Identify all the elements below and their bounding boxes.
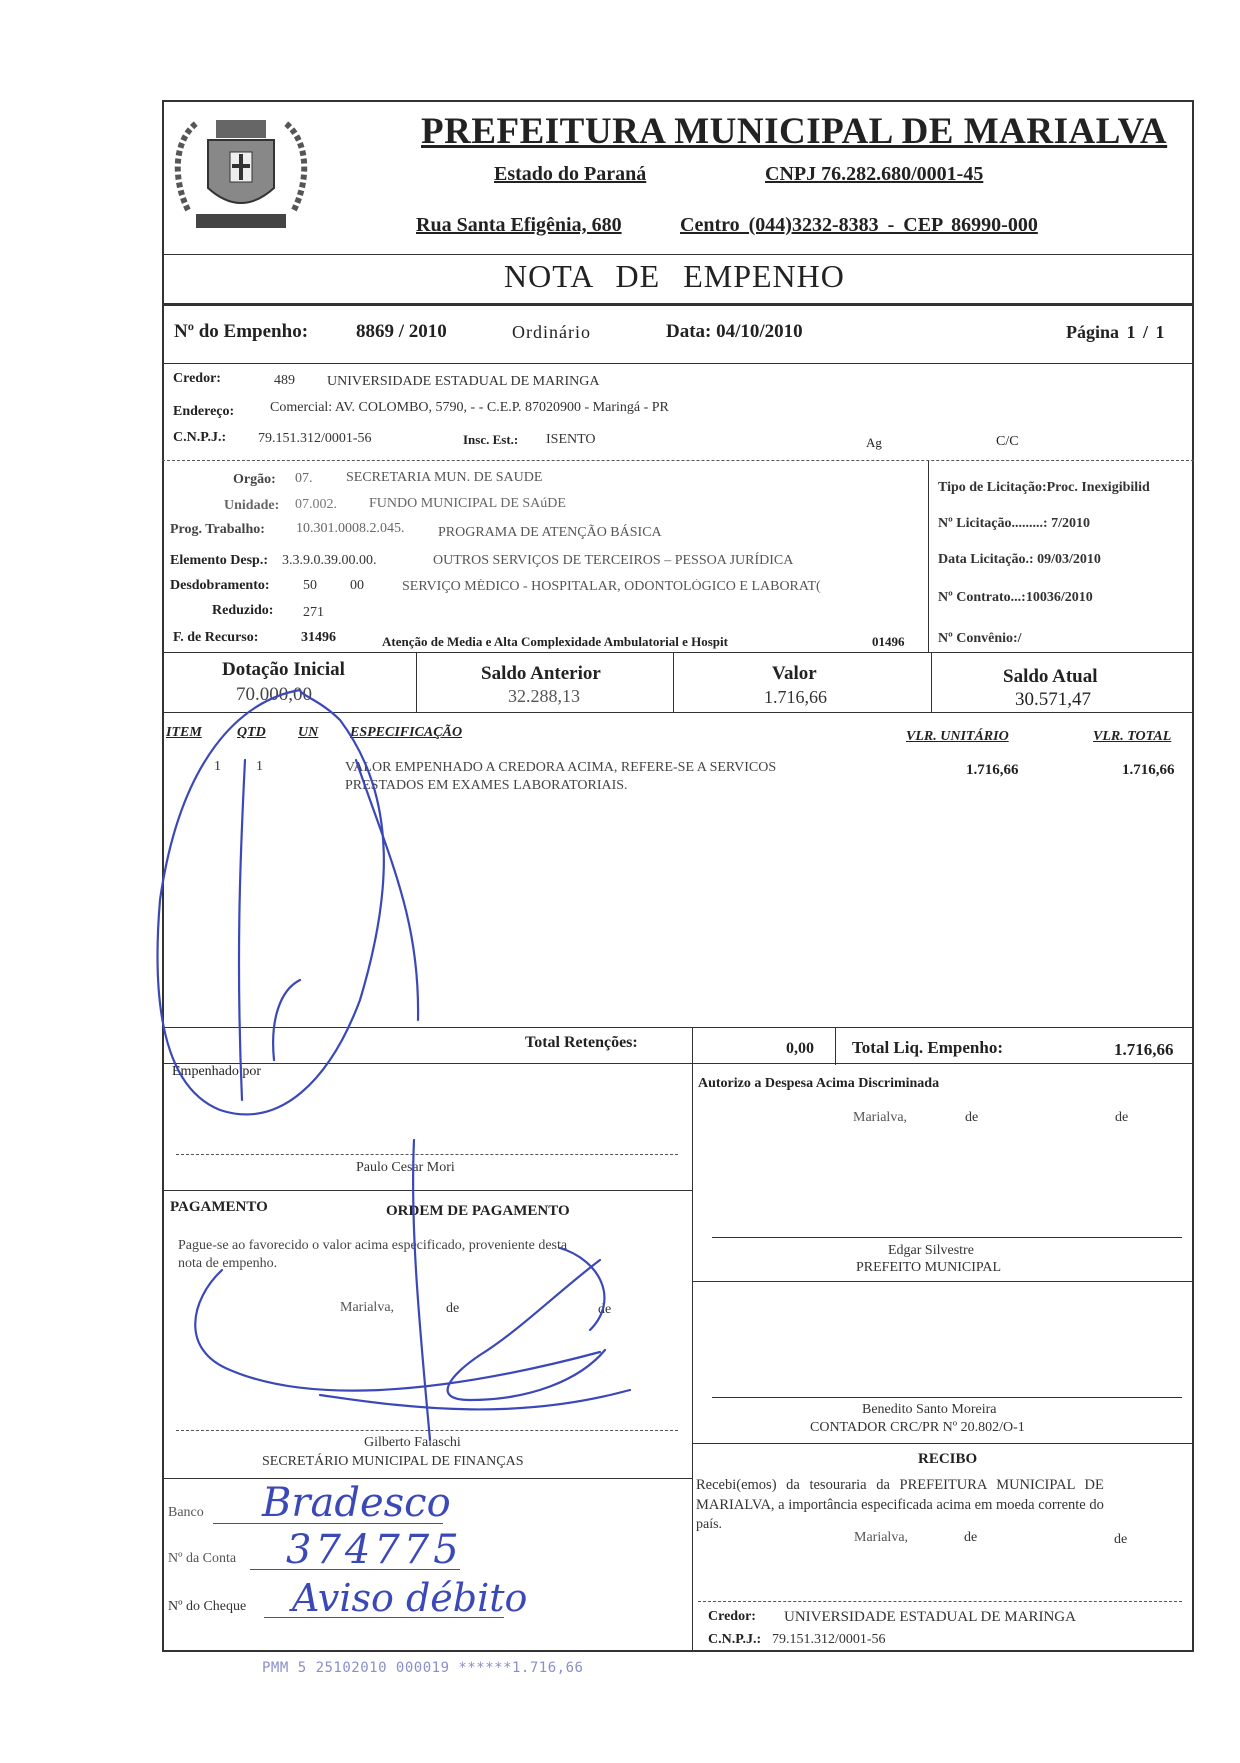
empenho-date: Data: 04/10/2010 — [666, 321, 803, 342]
row-desc-2: PRESTADOS EM EXAMES LABORATORIAIS. — [345, 778, 628, 793]
licitacao-numero: Nº Licitação.........: 7/2010 — [938, 516, 1090, 531]
pagamento-de1: de — [446, 1301, 460, 1316]
recibo-credor-label: Credor: — [708, 1609, 756, 1624]
credor-name: UNIVERSIDADE ESTADUAL DE MARINGA — [327, 374, 600, 389]
pagamento-de2: de — [598, 1302, 612, 1317]
pagamento-signer: Gilberto Falaschi — [364, 1435, 461, 1450]
reduzido-label: Reduzido: — [212, 603, 274, 618]
retencoes-value: 0,00 — [786, 1040, 814, 1057]
col-espec: ESPECIFICAÇÃO — [350, 725, 463, 740]
cnpj-label: C.N.P.J.: — [173, 430, 227, 445]
empenhado-label: Empenhado por — [172, 1064, 262, 1079]
licitacao-convenio: Nº Convênio:/ — [938, 631, 1022, 646]
recurso-code: 31496 — [301, 630, 336, 645]
elemento-name: OUTROS SERVIÇOS DE TERCEIROS – PESSOA JURÍDICA — [433, 553, 794, 568]
recibo-text-2: MARIALVA, a importância especificada acima em moeda corrente do — [696, 1497, 1104, 1513]
col-unit: VLR. UNITÁRIO — [906, 729, 1009, 744]
row-qtd: 1 — [256, 759, 263, 774]
retencoes-label: Total Retenções: — [525, 1034, 638, 1051]
header-address: Centro (044)3232-8383 - CEP 86990-000 — [680, 214, 1038, 236]
header-state: Estado do Paraná — [494, 163, 647, 185]
prog-name: PROGRAMA DE ATENÇÃO BÁSICA — [438, 525, 662, 540]
recibo-text-3: país. — [696, 1517, 723, 1532]
atual-value: 30.571,47 — [1015, 689, 1091, 710]
prog-label: Prog. Trabalho: — [170, 522, 265, 537]
col-total: VLR. TOTAL — [1093, 729, 1172, 744]
recibo-text-1: Recebi(emos) da tesouraria da PREFEITURA MUNICIPAL DE — [696, 1477, 1104, 1493]
licitacao-data: Data Licitação.: 09/03/2010 — [938, 552, 1101, 567]
credor-label: Credor: — [173, 371, 221, 386]
banco-label: Banco — [168, 1505, 204, 1520]
recurso-code2: 01496 — [872, 634, 905, 649]
empenho-number: 8869 / 2010 — [356, 321, 447, 342]
credor-address: Comercial: AV. COLOMBO, 5790, - - C.E.P. 87020900 - Maringá - PR — [270, 400, 669, 415]
pagamento-title: PAGAMENTO — [170, 1199, 268, 1215]
recibo-cnpj-label: C.N.P.J.: — [708, 1632, 762, 1647]
header-title: PREFEITURA MUNICIPAL DE MARIALVA — [421, 111, 1168, 152]
col-un: UN — [298, 725, 319, 740]
empenho-type: Ordinário — [512, 322, 591, 342]
machine-stamp-text: PMM 5 25102010 000019 ******1.716,66 — [262, 1660, 584, 1676]
cc-label: C/C — [996, 434, 1019, 449]
orgao-code: 07. — [295, 471, 313, 486]
conta-label: Nº da Conta — [168, 1551, 237, 1566]
contador-name: Benedito Santo Moreira — [862, 1402, 997, 1417]
empenhado-name: Paulo Cesar Mori — [356, 1160, 455, 1175]
unidade-label: Unidade: — [224, 498, 280, 513]
empenho-page: Página 1 / 1 — [1066, 322, 1165, 342]
recibo-title: RECIBO — [918, 1451, 978, 1467]
pagamento-city: Marialva, — [340, 1300, 395, 1315]
autorizo-de2: de — [1115, 1110, 1129, 1125]
reduzido-value: 271 — [303, 605, 324, 620]
elemento-code: 3.3.9.0.39.00.00. — [282, 553, 377, 568]
pagamento-text-2: nota de empenho. — [178, 1256, 278, 1271]
empenho-label: Nº do Empenho: — [174, 321, 309, 342]
credor-cnpj: 79.151.312/0001-56 — [258, 431, 372, 446]
valor-label: Valor — [772, 663, 817, 684]
pagamento-text-1: Pague-se ao favorecido o valor acima especificado, proveniente desta — [178, 1238, 568, 1253]
dotacao-label: Dotação Inicial — [222, 659, 345, 680]
recibo-cnpj: 79.151.312/0001-56 — [772, 1632, 886, 1647]
orgao-label: Orgão: — [233, 472, 276, 487]
atual-label: Saldo Atual — [1003, 666, 1098, 687]
anterior-label: Saldo Anterior — [481, 663, 601, 684]
insc-label: Insc. Est.: — [463, 432, 519, 447]
address-label: Endereço: — [173, 404, 235, 419]
credor-code: 489 — [274, 373, 295, 388]
col-qtd: QTD — [237, 725, 266, 740]
autorizo-city: Marialva, — [853, 1110, 908, 1125]
orgao-name: SECRETARIA MUN. DE SAUDE — [346, 470, 543, 485]
banco-handwritten: Bradesco — [262, 1480, 451, 1526]
elemento-label: Elemento Desp.: — [170, 553, 268, 568]
anterior-value: 32.288,13 — [508, 686, 580, 706]
unidade-code: 07.002. — [295, 497, 337, 512]
doc-title: NOTA DE EMPENHO — [504, 258, 845, 294]
row-unit: 1.716,66 — [966, 762, 1019, 778]
row-desc-1: VALOR EMPENHADO A CREDORA ACIMA, REFERE-SE A SERVICOS — [345, 760, 777, 775]
recibo-de2: de — [1114, 1532, 1128, 1547]
valor-value: 1.716,66 — [764, 687, 827, 707]
header-street: Rua Santa Efigênia, 680 — [416, 214, 622, 236]
credor-insc: ISENTO — [546, 432, 596, 447]
row-total: 1.716,66 — [1122, 762, 1175, 778]
liquido-label: Total Liq. Empenho: — [852, 1038, 1003, 1057]
dotacao-value: 70.000,00 — [236, 684, 312, 705]
liquido-value: 1.716,66 — [1114, 1040, 1174, 1059]
autorizo-de1: de — [965, 1110, 979, 1125]
cheque-label: Nº do Cheque — [168, 1599, 247, 1614]
recurso-name: Atenção de Media e Alta Complexidade Ambulatorial e Hospit — [382, 634, 728, 649]
header-cnpj: CNPJ 76.282.680/0001-45 — [765, 163, 984, 185]
unidade-name: FUNDO MUNICIPAL DE SAúDE — [369, 496, 566, 511]
prefeito-name: Edgar Silvestre — [888, 1243, 974, 1258]
recibo-de1: de — [964, 1530, 978, 1545]
desdobramento-a: 50 — [303, 578, 317, 593]
pagamento-signer-role: SECRETÁRIO MUNICIPAL DE FINANÇAS — [262, 1454, 524, 1469]
desdobramento-label: Desdobramento: — [170, 578, 270, 593]
desdobramento-b: 00 — [350, 578, 364, 593]
prog-code: 10.301.0008.2.045. — [296, 521, 405, 536]
prefeito-role: PREFEITO MUNICIPAL — [856, 1260, 1002, 1275]
ag-label: Ag — [866, 435, 882, 450]
ordem-title: ORDEM DE PAGAMENTO — [386, 1203, 570, 1219]
desdobramento-name: SERVIÇO MÉDICO - HOSPITALAR, ODONTOLÓGICO E LABORAT( — [402, 579, 821, 594]
licitacao-tipo: Tipo de Licitação:Proc. Inexigibilid — [938, 480, 1150, 495]
contador-role: CONTADOR CRC/PR Nº 20.802/O-1 — [810, 1420, 1025, 1435]
autorizo-label: Autorizo a Despesa Acima Discriminada — [698, 1076, 940, 1091]
licitacao-contrato: Nº Contrato...:10036/2010 — [938, 590, 1093, 605]
cheque-handwritten: Aviso débito — [292, 1576, 528, 1620]
recibo-city: Marialva, — [854, 1530, 909, 1545]
recurso-label: F. de Recurso: — [173, 630, 259, 645]
conta-handwritten: 374775 — [286, 1527, 463, 1573]
row-item: 1 — [214, 759, 221, 774]
recibo-credor-name: UNIVERSIDADE ESTADUAL DE MARINGA — [784, 1609, 1076, 1625]
col-item: ITEM — [166, 725, 202, 740]
